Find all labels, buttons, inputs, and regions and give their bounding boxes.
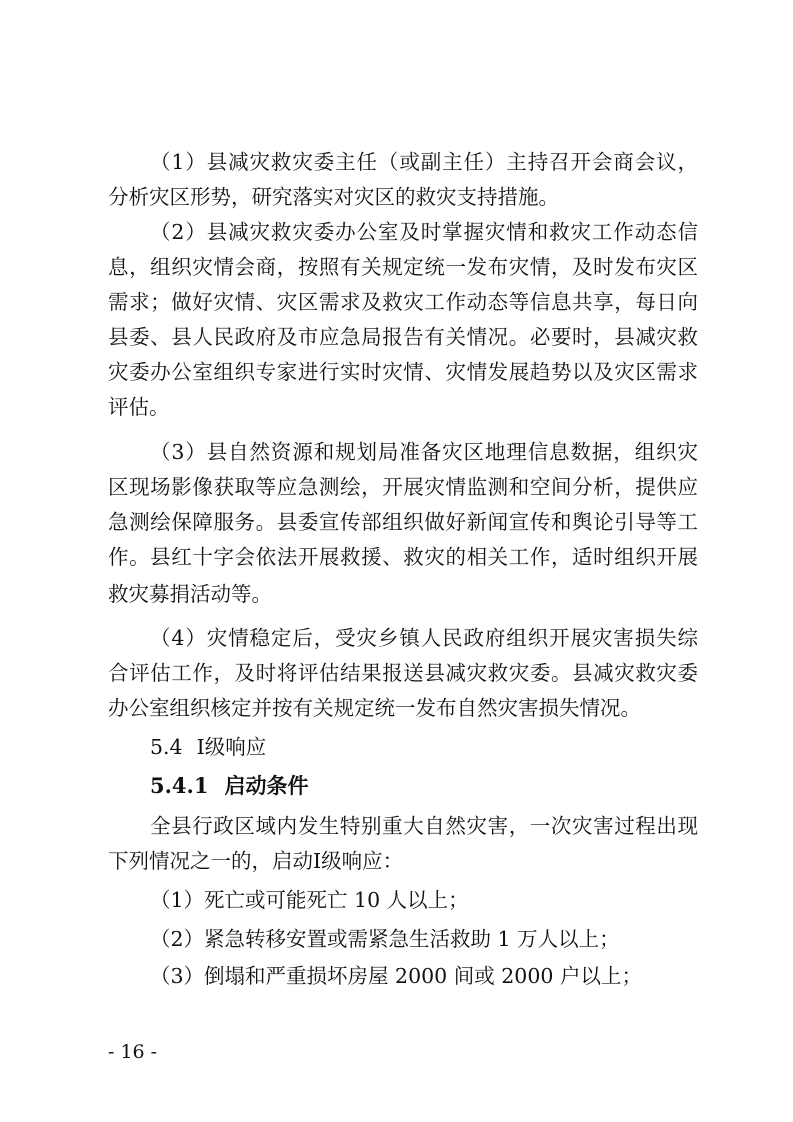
section-number: 5.4 [150, 735, 183, 759]
section-title: I级响应 [196, 735, 267, 759]
paragraph-2-line-6: 评估。 [108, 395, 170, 419]
paragraph-4-line-3: 办公室组织核定并按有关规定统一发布自然灾害损失情况。 [108, 696, 641, 720]
paragraph-2-line-1: （2）县减灾救灾委办公室及时掌握灾情和救灾工作动态信 [150, 220, 698, 244]
subsection-heading [150, 772, 308, 800]
paragraph-4-line-2: 合评估工作，及时将评估结果报送县减灾救灾委。县减灾救灾委 [108, 661, 698, 685]
paragraph-1-line-2: 分析灾区形势，研究落实对灾区的救灾支持措施。 [108, 185, 559, 209]
subsection-number: 5.4.1 [150, 773, 209, 798]
condition-item-1: （1）死亡或可能死亡 10 人以上； [150, 888, 469, 912]
paragraph-3-line-4: 作。县红十字会依法开展救援、救灾的相关工作，适时组织开展 [108, 545, 698, 569]
section-heading [150, 733, 266, 761]
paragraph-2-line-2: 息，组织灾情会商，按照有关规定统一发布灾情，及时发布灾区 [108, 255, 698, 279]
paragraph-3-line-1: （3）县自然资源和规划局准备灾区地理信息数据，组织灾 [150, 440, 698, 464]
paragraph-3-line-2: 区现场影像获取等应急测绘，开展灾情监测和空间分析，提供应 [108, 475, 698, 499]
page-number: - 16 - [108, 1041, 158, 1063]
subsection-title: 启动条件 [224, 773, 309, 798]
body-line-2: 下列情况之一的，启动I级响应： [108, 849, 404, 873]
condition-item-2: （2）紧急转移安置或需紧急生活救助 1 万人以上； [150, 927, 620, 951]
condition-item-3: （3）倒塌和严重损坏房屋 2000 间或 2000 户以上； [150, 964, 642, 988]
paragraph-2-line-4: 县委、县人民政府及市应急局报告有关情况。必要时，县减灾救 [108, 325, 698, 349]
paragraph-2-line-5: 灾委办公室组织专家进行实时灾情、灾情发展趋势以及灾区需求 [108, 360, 698, 384]
paragraph-4-line-1: （4）灾情稳定后，受灾乡镇人民政府组织开展灾害损失综 [150, 626, 698, 650]
paragraph-3-line-5: 救灾募捐活动等。 [108, 582, 272, 606]
paragraph-3-line-3: 急测绘保障服务。县委宣传部组织做好新闻宣传和舆论引导等工 [108, 510, 698, 534]
paragraph-1-line-1: （1）县减灾救灾委主任（或副主任）主持召开会商会议， [150, 150, 698, 174]
body-line-1: 全县行政区域内发生特别重大自然灾害，一次灾害过程出现 [150, 814, 698, 838]
paragraph-2-line-3: 需求；做好灾情、灾区需求及救灾工作动态等信息共享，每日向 [108, 290, 698, 314]
